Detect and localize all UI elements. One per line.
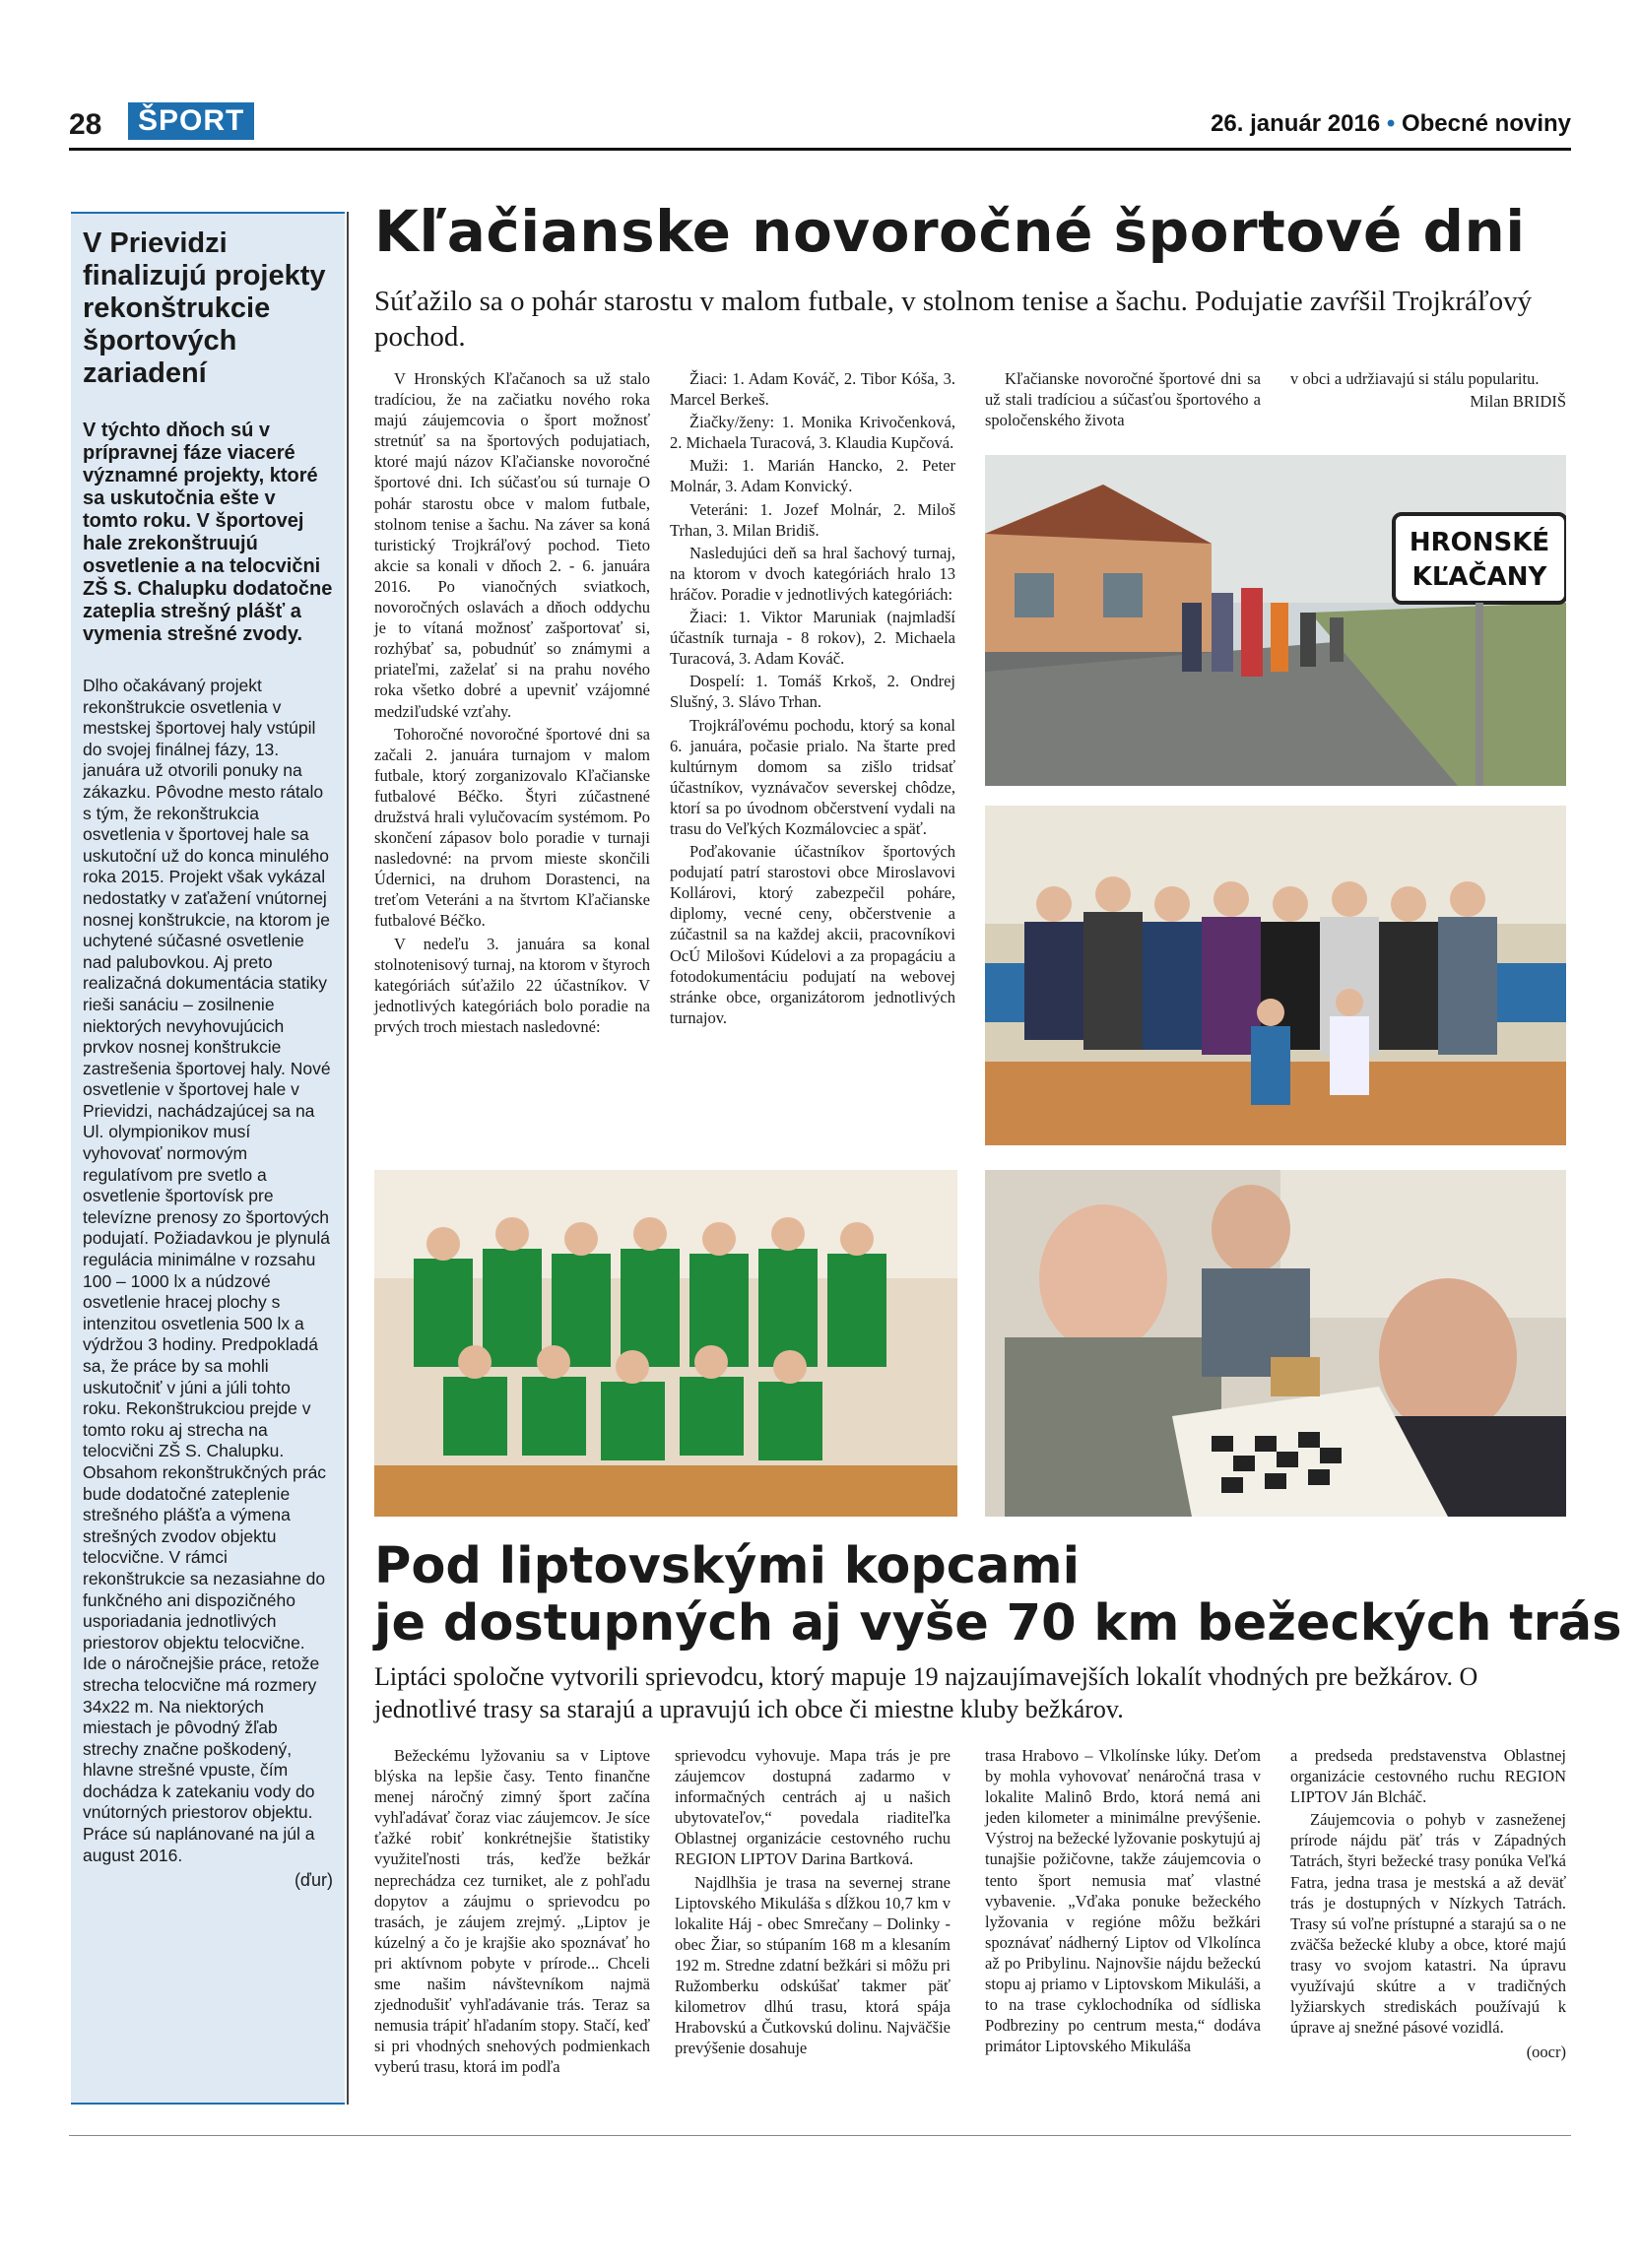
article2-paragraph: a predseda predstavenstva Oblastnej organizácie cestovného ruchu REGION LIPTOV Ján Blcháč.: [1290, 1746, 1566, 1807]
town-sign-line-2: KĽAČANY: [1411, 562, 1547, 592]
article1-paragraph: Kľačianske novoročné športové dni sa už stali tradíciou a súčasťou športového a spoločenského života: [985, 369, 1261, 430]
issue-date: 26. január 2016: [1211, 110, 1381, 137]
article2-paragraph: Najdlhšia je trasa na severnej strane Liptovského Mikuláša s dĺžkou 10,7 km v lokalite Háj - obec Smrečany – Dolinky - obec Žiar, so stúpaním 168 m a klesaním 192 m. Stredne zdatní bežkári si môžu pri Ružomberku odskúšať takmer päť kilometrov dlhú trasu, ktorá spája Hrabovskú a Čutkovskú dolinu. Najväčšie prevýšenie dosahuje: [675, 1872, 951, 2058]
column-divider: [347, 212, 349, 2105]
table-tennis-group-photo: [985, 806, 1566, 1145]
town-sign-line-1: HRONSKÉ: [1409, 528, 1550, 557]
article1-paragraph: Trojkráľovému pochodu, ktorý sa konal 6. januára, počasie prialo. Na štarte pred kultúrnym domom sa zišlo tridsať účastníkov, vyznávačov severskej chôdze, ktorí sa po úvodnom občerstvení vydali na trasu do Veľkých Kozmálovciec a späť.: [670, 715, 955, 838]
article2-paragraph: Záujemcovia o pohyb v zasneženej prírode nájdu päť trás v Západných Tatrách, štyri bežecké trasy ponúka Veľká Fatra, jedna trasa je mestská a až deväť trás je dostupných v Nízkych Tatrách. Trasy sú voľne prístupné a starajú sa o ne zväčša bežecké kluby a obce, ktoré majú trasy vo svojom katastri. Na úpravu využívajú skútre a v tradičných lyžiarskych strediskách používajú k úprave aj snežné pásové vozidlá.: [1290, 1810, 1566, 2038]
article2-subheadline: Liptáci spoločne vytvorili sprievodcu, ktorý mapuje 19 najzaujímavejších lokalít vhodných pre bežkárov. O jednotlivé trasy sa starajú a upravujú ich obce či miestne kluby bežkárov.: [374, 1662, 1478, 1723]
separator-dot: •: [1386, 110, 1396, 137]
article2-column-4: [1290, 1745, 1566, 2064]
chess-tournament-photo: [985, 1170, 1566, 1517]
article1-paragraph: Veteráni: 1. Jozef Molnár, 2. Miloš Trhan, 3. Milan Bridiš.: [670, 499, 955, 540]
header-rule: [69, 148, 1571, 151]
article2-column-1: [374, 1745, 650, 2080]
article2-headline-line-1: Pod liptovskými kopcami: [374, 1537, 1081, 1595]
article1-paragraph: Žiaci: 1. Viktor Maruniak (najmladší účastník turnaja - 8 rokov), 2. Michaela Turacová, 3. Adam Kováč.: [670, 608, 955, 669]
footer-rule: [69, 2135, 1571, 2136]
article1-paragraph: Tohoročné novoročné športové dni sa začali 2. januára turnajom v malom futbale, ktorý zorganizovalo Kľačianske futbalové Béčko. Štyri zúčastnené družstvá hrali vylučovacím systémom. Po skončení zápasov bolo poradie v turnaji nasledovné: na prvom mieste skončili Údernici, na druhom Dorastenci, na treťom Veteráni a na štvrtom Kľačianske futbalové Béčko.: [374, 724, 650, 931]
article1-paragraph: Dospelí: 1. Tomáš Krkoš, 2. Ondrej Slušný, 3. Slávo Trhan.: [670, 672, 955, 712]
walkers-photo: [985, 455, 1566, 786]
sidebar-box: [71, 212, 345, 2105]
article2-paragraph: trasa Hrabovo – Vlkolínske lúky. Deťom by mohla vyhovovať nenáročná trasa v lokalite Malinô Brdo, ktorá nemá ani jeden kilometer a minimálne prevýšenie. Výstroj na bežecké lyžovanie poskytujú aj tunajšie požičovne, takže záujemcovia o tento šport nemusia mať vlastné vybavenie. „Vďaka ponuke bežeckého lyžovania v regióne môžu bežkári spoznávať nádherný Liptov od Vlkolínca až po Pribylinu. Najnovšie nájdu bežeckú stopu aj priamo v Liptovskom Mikuláši, a to na trase cyklochodníka od sídliska Podbreziny po centrum mesta,“ dodáva primátor Liptovského Mikuláša: [985, 1746, 1261, 2056]
article1-subheadline: Súťažilo sa o pohár starostu v malom futbale, v stolnom tenise a šachu. Podujatie zavŕšil Trojkráľový pochod.: [374, 286, 1533, 353]
page-number: 28: [69, 108, 102, 141]
article1-paragraph: v obci a udržiavajú si stálu popularitu.: [1290, 369, 1540, 388]
article2-headline-line-2: je dostupných aj vyše 70 km bežeckých trás: [374, 1594, 1622, 1652]
article2-column-2: [675, 1745, 951, 2060]
article1-paragraph: Poďakovanie účastníkov športových podujatí patrí starostovi obce Miroslavovi Kollárovi, ktorý zabezpečil poháre, diplomy, vecné ceny, občerstvenie a zúčastnil sa na každej akcii, pracovníkovi OcÚ Milošovi Kúdelovi a za propagáciu a fotodokumentáciu podujatí na webovej stránke obce, organizátorom jednotlivých turnajov.: [670, 842, 955, 1027]
article1-author: Milan BRIDIŠ: [1470, 392, 1566, 412]
article1-paragraph: Nasledujúci deň sa hral šachový turnaj, na ktorom v dvoch kategóriách hralo 13 hráčov. Poradie v jednotlivých kategóriách:: [670, 543, 955, 604]
article1-column-3: [985, 368, 1261, 432]
article1-column-4: [1290, 368, 1566, 414]
sidebar-title: V Prievidzi finalizujú projekty rekonštrukcie športových zariadení: [83, 227, 326, 389]
article2-paragraph: Bežeckému lyžovaniu sa v Liptove blýska na lepšie časy. Tento finančne menej náročný zimný šport začína vyhľadávať čoraz viac záujemcov. Je síce ťažké robiť konkrétnejšie štatistiky využiteľnosti trás, keďže bežkár neprechádza cez turniket, ale z pohľadu dopytov a záujmu o sprievodcu po trasách, je záujem zrejmý. „Liptov je kúzelný a čo je krajšie ako spoznávať ho pri aktívnom pobyte v prírode... Chceli sme našim návštevníkom najmä zjednodušiť vyhľadávanie trás. Teraz sa nemusia trápiť hľadaním stopy. Stačí, keď si pri vhodných snehových podmienkach vyberú trasu, ktorá im podľa: [374, 1746, 650, 2077]
article2-author: (oocr): [1526, 2042, 1566, 2062]
article1-paragraph: Muži: 1. Marián Hancko, 2. Peter Molnár, 3. Adam Konvický.: [670, 456, 955, 496]
sidebar-signature: (ďur): [294, 1870, 333, 1891]
publication-name: Obecné noviny: [1401, 110, 1571, 137]
section-label: ŠPORT: [128, 102, 254, 140]
issue-info: [1211, 110, 1571, 138]
football-team-photo: [374, 1170, 957, 1517]
article1-column-1: [374, 368, 650, 1039]
article1-paragraph: Žiaci: 1. Adam Kováč, 2. Tibor Kóša, 3. Marcel Berkeš.: [670, 369, 955, 410]
sidebar-lead: V týchto dňoch sú v prípravnej fáze viaceré významné projekty, ktoré sa uskutočnia ešte v tomto roku. V športovej hale zrekonštruujú osvetlenie a na telocvični ZŠ S. Chalupku dodatočne zateplia strešný plášť a vymenia strešné zvody.: [83, 420, 333, 645]
article2-column-3: [985, 1745, 1261, 2058]
article1-column-2: [670, 368, 955, 1030]
sidebar-body: Dlho očakávaný projekt rekonštrukcie osvetlenia v mestskej športovej haly vstúpil do svojej finálnej fázy, 13. januára už otvorili ponuky na zákazku. Pôvodne mesto rátalo s tým, že rekonštrukcia osvetlenia v športovej hale sa uskutoční už do konca minulého roka 2015. Projekt však vykázal nedostatky v zaťažení vnútornej nosnej konštrukcie, na ktorom je uchytené súčasné osvetlenie nad palubovkou. Aj preto realizačná dokumentácia statiky rieši sanáciu – zosilnenie niektorých nevyhovujúcich prvkov nosnej konštrukcie zastrešenia športovej haly. Nové osvetlenie v športovej hale v Prievidzi, nachádzajúcej sa na Ul. olympionikov musí vyhovovať normovým regulatívom pre svetlo a osvetlenie športovísk pre televízne prenosy zo športových podujatí. Požiadavkou je plynulá regulácia minimálne v rozsahu 100 – 1000 lx a núdzové osvetlenie hracej plochy s intenzitou osvetlenia 500 lx a výdržou 3 hodiny. Predpokladá sa, že práce by sa mohli uskutočniť v júni a júli tohto roku. Rekonštrukciou prejde v tomto roku aj strecha na telocvični ZŠ S. Chalupku. Obsahom rekonštrukčných prác bude dodatočné zateplenie strešného plášťa a výmena strešných zvodov objektu telocvične. V rámci rekonštrukcie sa nezasiahne do funkčného ani dispozičného usporiadania jednotlivých priestorov objektu telocvične. Ide o náročnejšie práce, retože strecha telocvične má rozmery 34x22 m. Na niektorých miestach je pôvodný žľab strechy značne poškodený, hlavne strešné vpuste, čím dochádza k zatekaniu vody do vnútorných priestorov objektu. Práce sú naplánované na júl a august 2016.: [83, 676, 331, 1865]
article1-paragraph: V Hronských Kľačanoch sa už stalo tradíciou, že na začiatku nového roka majú záujemcovia o šport možnosť stretnúť sa na športových podujatiach, ktoré majú názov Kľačianske novoročné športové dni. Ich súčasťou sú turnaje O pohár starostu obce v malom futbale, stolnom tenise a šachu. Na záver sa koná turistický Trojkráľový pochod. Tieto akcie sa konali v dňoch 2. - 6. januára 2016. Po vianočných sviatkoch, novoročných oslavách a dňoch oddychu je to vítaná možnosť zašportovať si, rozhýbať sa, pobudnúť so známymi a priateľmi, zaželať si na prahu nového roka všetko dobré a upevniť vzájomné medziľudské vzťahy.: [374, 369, 650, 721]
article1-paragraph: V nedeľu 3. januára sa konal stolnotenisový turnaj, na ktorom v štyroch kategóriách súťažilo 22 účastníkov. V jednotlivých kategóriách bolo poradie na prvých troch miestach nasledovné:: [374, 934, 650, 1036]
article2-paragraph: sprievodcu vyhovuje. Mapa trás je pre záujemcov dostupná zadarmo v informačných centrách aj u našich ubytovateľov,“ povedala riaditeľka Oblastnej organizácie cestovného ruchu REGION LIPTOV Darina Bartková.: [675, 1746, 951, 1869]
article1-paragraph: Žiačky/ženy: 1. Monika Krivočenková, 2. Michaela Turacová, 3. Klaudia Kupčová.: [670, 413, 955, 453]
article1-headline: Kľačianske novoročné športové dni: [374, 198, 1526, 265]
article2-headline: [374, 1538, 1622, 1652]
